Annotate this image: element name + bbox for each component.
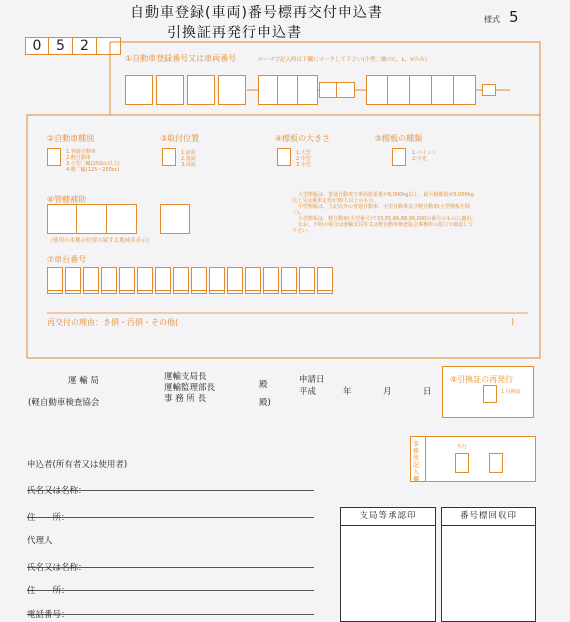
chassis-char-box[interactable] [227, 267, 243, 291]
mount-position-option: 2.後面 [181, 156, 196, 162]
honorific-label-paren: 殿) [259, 398, 271, 408]
chassis-char-divider [173, 291, 189, 294]
chassis-char-box[interactable] [137, 267, 153, 291]
proxy-label: 代行 [457, 444, 468, 450]
code-digit[interactable]: 2 [73, 37, 97, 55]
chassis-char-divider [317, 291, 333, 294]
chassis-char-divider [245, 291, 261, 294]
note-paragraph: 小型標板は、軽自動車(小型番号)で33,55,66,88,99,000の番号のものに適用。 [298, 216, 477, 222]
chassis-char-divider [209, 291, 225, 294]
section3-label: ③取付位置 [160, 134, 200, 143]
office-code-box[interactable] [489, 453, 503, 473]
day-label: 日 [423, 387, 432, 397]
section1-note: ローマ字記入時は下欄にマークして下さい(小型二輪のC、L、Vのみ) [258, 57, 427, 63]
chassis-char-divider [83, 291, 99, 294]
reason-label: 再交付の理由：き損・汚損・その他( [47, 318, 179, 327]
jurisdiction-char-box[interactable] [47, 204, 77, 234]
chassis-char-box[interactable] [83, 267, 99, 291]
agent-phone-label: 電話番号： [27, 610, 70, 620]
jurisdiction-char-box[interactable] [160, 204, 190, 234]
mount-position-option: 3.両面 [181, 162, 196, 168]
collection-stamp-label: 番号標回収印 [442, 508, 535, 526]
agent-name-field[interactable] [27, 555, 314, 573]
vehicle-type-box[interactable] [47, 148, 61, 166]
office-head-label: 事 務 所 長 [164, 394, 207, 404]
office-use-label: 事務所記入欄 [413, 441, 420, 483]
agent-phone-field[interactable] [27, 602, 314, 620]
reason-input[interactable] [200, 315, 505, 328]
chassis-char-box[interactable] [209, 267, 225, 291]
chassis-char-box[interactable] [263, 267, 279, 291]
applicant-name-field[interactable] [27, 478, 314, 496]
application-date-label: 申請日 [299, 375, 325, 385]
section5-label: ⑤標板の種類 [375, 134, 423, 143]
note-paragraph: なお、不明の場合は運輸支局等又は軽自動車検査協会事務所の窓口で確認して下さい。 [292, 222, 474, 234]
office-use-divider [425, 437, 426, 481]
section4-label: ④標板の大きさ [275, 134, 331, 143]
office-head-labels [164, 372, 215, 405]
mount-position-box[interactable] [162, 148, 176, 166]
plate-type-box[interactable] [392, 148, 406, 166]
chassis-number-fields [47, 267, 335, 291]
office-head-label: 運輸監理部長 [164, 383, 216, 393]
honorific-label: 殿 [259, 380, 268, 390]
jurisdiction-char-box[interactable] [77, 204, 107, 234]
chassis-char-box[interactable] [47, 267, 63, 291]
reg-char-box[interactable] [482, 84, 496, 96]
code-digit[interactable]: 5 [49, 37, 73, 55]
chassis-char-divider [227, 291, 243, 294]
agent-address-label: 住 所： [27, 586, 70, 596]
mount-position-options [181, 150, 196, 168]
chassis-char-divider [299, 291, 315, 294]
chassis-char-divider [191, 291, 207, 294]
chassis-char-box[interactable] [155, 267, 171, 291]
vehicle-type-option: 1.登録自動車 [66, 149, 96, 155]
jurisdiction-char-box[interactable] [107, 204, 137, 234]
plate-size-option: 3.小型 [296, 162, 311, 168]
voucher-option: 1.引換証 [501, 389, 521, 395]
plate-type-option: 2.字光 [412, 156, 427, 162]
vehicle-type-option: 3.小型二輪(250cc以上) [66, 161, 120, 167]
plate-size-option: 2.中型 [296, 156, 311, 162]
bureau-label: 運 輸 局 [68, 376, 99, 386]
section1-label: ①自動車登録番号又は車両番号 [125, 54, 237, 63]
office-head-label: 運輸支局長 [164, 372, 207, 382]
plate-size-box[interactable] [277, 148, 291, 166]
plate-size-notes [292, 192, 477, 234]
note-paragraph: 中型標板は、上記以外の普通自動車、小型自動車及び軽自動車(小型標板を除く)。 [292, 204, 470, 216]
voucher-reissue-panel [442, 366, 534, 418]
section7-label: ⑦車台番号 [47, 255, 87, 264]
form-label: 様式 [484, 15, 500, 24]
chassis-char-box[interactable] [119, 267, 135, 291]
chassis-char-box[interactable] [65, 267, 81, 291]
chassis-char-box[interactable] [281, 267, 297, 291]
chassis-char-divider [281, 291, 297, 294]
section6-label: ⑥管轄補助 [47, 195, 87, 204]
reason-close: ) [511, 317, 515, 326]
chassis-char-box[interactable] [101, 267, 117, 291]
chassis-char-divider [65, 291, 81, 294]
agent-address-field[interactable] [27, 578, 314, 596]
chassis-char-box[interactable] [173, 267, 189, 291]
mount-position-option: 1.前面 [181, 150, 196, 156]
section2-label: ②自動車種別 [47, 134, 95, 143]
month-label: 月 [383, 387, 392, 397]
jurisdiction-fields [47, 204, 137, 234]
note-paragraph: 大型標板は、普通自動車で車両総重量が8,000kg以上、最大積載量が5,000kg以上又は乗車定員が30人以上のもの。 [292, 192, 474, 204]
plate-type-options [412, 150, 437, 162]
chassis-char-box[interactable] [317, 267, 333, 291]
code-digit[interactable]: 0 [25, 37, 49, 55]
roman-letter-fields [482, 84, 496, 96]
plate-size-options [296, 150, 311, 168]
proxy-box[interactable] [455, 453, 469, 473]
vehicle-type-option: 4.軽二輪(125〜250cc) [66, 167, 120, 173]
chassis-char-divider [101, 291, 117, 294]
chassis-char-divider [155, 291, 171, 294]
chassis-char-divider [137, 291, 153, 294]
kei-association-label: (軽自動車検査協会 [28, 398, 100, 408]
agent-name-label: 氏名又は名称： [27, 563, 87, 573]
chassis-char-box[interactable] [245, 267, 261, 291]
office-use-box [410, 436, 536, 482]
form-title-line2: 引換証再発行申込書 [167, 25, 302, 41]
chassis-char-box[interactable] [191, 267, 207, 291]
collection-stamp-box [441, 507, 536, 622]
agent-heading: 代理人 [27, 536, 53, 546]
chassis-char-divider [119, 291, 135, 294]
form-number: 5 [509, 8, 519, 26]
applicant-name-label: 氏名又は名称： [27, 486, 87, 496]
chassis-char-divider [47, 291, 63, 294]
section9-label: ⑨引換証の再発行 [450, 375, 514, 384]
chassis-char-divider [263, 291, 279, 294]
applicant-heading: 申込者(所有者又は使用者) [27, 460, 128, 470]
applicant-address-label: 住 所： [27, 513, 70, 523]
vehicle-type-option: 2.軽自動車 [66, 155, 91, 161]
applicant-address-field[interactable] [27, 505, 314, 523]
voucher-reissue-box[interactable] [483, 385, 497, 403]
vehicle-type-options [66, 149, 120, 173]
chassis-char-box[interactable] [299, 267, 315, 291]
year-label: 年 [343, 387, 352, 397]
section6-note: (使用の本拠の位置の属する地域名表示) [51, 238, 149, 244]
era-label: 平成 [299, 387, 317, 397]
approval-stamp-label: 支局等承認印 [341, 508, 435, 526]
plate-type-option: 1.ペイント [412, 150, 437, 156]
plate-size-option: 1.大型 [296, 150, 311, 156]
form-title-line1: 自動車登録(車両)番号標再交付申込書 [130, 5, 383, 21]
approval-stamp-box [340, 507, 436, 622]
